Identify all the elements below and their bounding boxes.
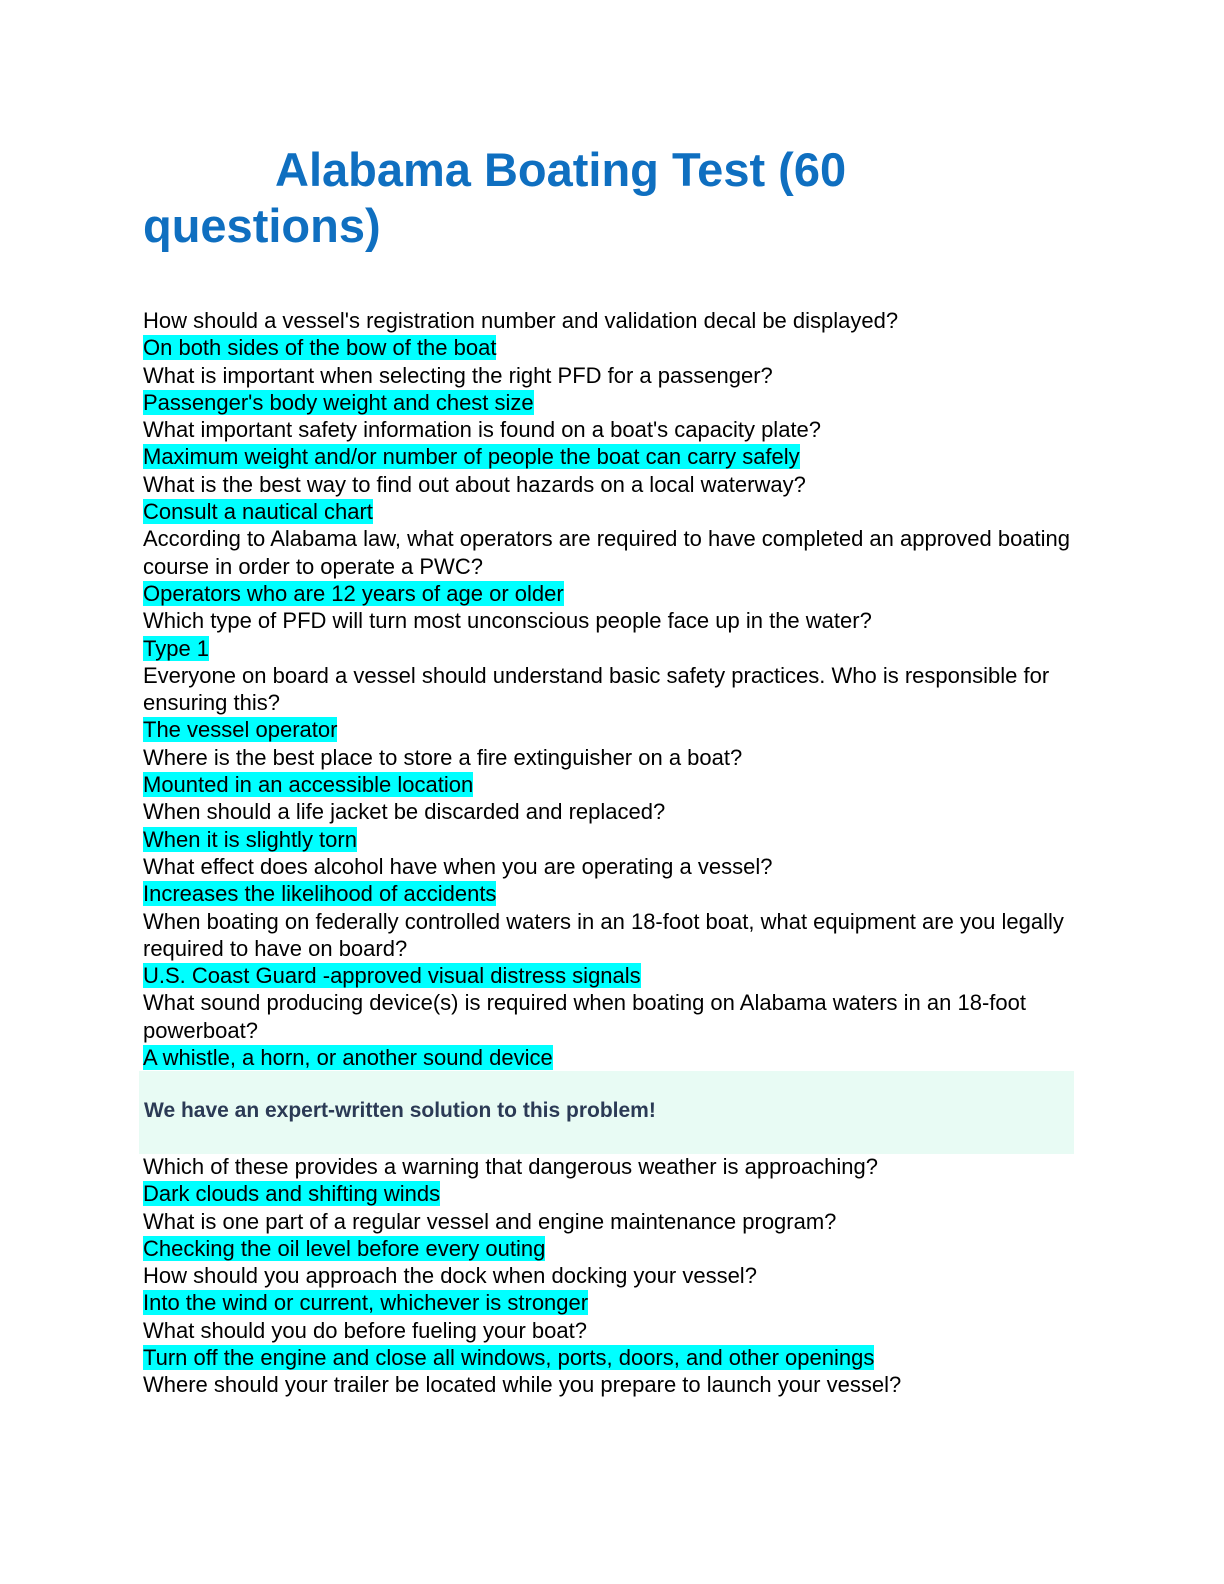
question-text: What is one part of a regular vessel and engine maintenance program? <box>143 1208 837 1234</box>
question-text: What is the best way to find out about hazards on a local waterway? <box>143 471 806 497</box>
question-text: Everyone on board a vessel should understand basic safety practices. Who is responsible for ensuring this? <box>143 662 1050 716</box>
answer-highlight: A whistle, a horn, or another sound device <box>143 1045 553 1071</box>
answer-highlight: Into the wind or current, whichever is stronger <box>143 1290 589 1316</box>
qa-list-2 <box>143 1153 1078 1399</box>
answer-highlight: U.S. Coast Guard -approved visual distress signals <box>143 963 641 989</box>
question-text: Which type of PFD will turn most unconscious people face up in the water? <box>143 608 872 634</box>
answer-text <box>143 635 1078 662</box>
answer-text <box>143 1344 1078 1371</box>
answer-text <box>143 962 1078 989</box>
qa-item <box>143 989 1078 1071</box>
qa-item <box>143 307 1078 362</box>
question-text: What effect does alcohol have when you are operating a vessel? <box>143 853 773 879</box>
qa-item <box>143 607 1078 662</box>
answer-text <box>143 443 1078 470</box>
answer-text <box>143 389 1078 416</box>
answer-highlight: Type 1 <box>143 635 210 661</box>
qa-item <box>143 1262 1078 1317</box>
qa-item <box>143 798 1078 853</box>
answer-highlight: Passenger's body weight and chest size <box>143 389 534 415</box>
question-text: When boating on federally controlled waters in an 18-foot boat, what equipment are you legally required to have on board? <box>143 908 1064 961</box>
answer-text <box>143 1235 1078 1262</box>
qa-item <box>143 416 1078 471</box>
answer-text <box>143 771 1078 798</box>
answer-highlight: On both sides of the bow of the boat <box>143 335 497 361</box>
answer-highlight: The vessel operator <box>143 717 338 743</box>
answer-text <box>143 334 1078 361</box>
question-text: Where should your trailer be located while you prepare to launch your vessel? <box>143 1372 902 1398</box>
question-text: What should you do before fueling your boat? <box>143 1317 587 1343</box>
answer-text <box>143 716 1078 743</box>
answer-highlight: Consult a nautical chart <box>143 499 373 525</box>
answer-text <box>143 1044 1078 1071</box>
question-text: What important safety information is found on a boat's capacity plate? <box>143 417 822 443</box>
answer-highlight: Operators who are 12 years of age or older <box>143 580 564 606</box>
answer-text <box>143 498 1078 525</box>
qa-item <box>143 1153 1078 1208</box>
qa-item <box>143 471 1078 526</box>
answer-highlight: Checking the oil level before every outing <box>143 1235 546 1261</box>
answer-highlight: Dark clouds and shifting winds <box>143 1181 441 1207</box>
qa-item <box>143 1317 1078 1372</box>
answer-text <box>143 1180 1078 1207</box>
question-text: Which of these provides a warning that dangerous weather is approaching? <box>143 1154 879 1179</box>
question-text: What sound producing device(s) is required when boating on Alabama waters in an 18-foot powerboat? <box>143 990 1026 1043</box>
answer-text <box>143 826 1078 853</box>
answer-highlight: Mounted in an accessible location <box>143 772 474 798</box>
expert-solution-banner[interactable] <box>139 1071 1074 1154</box>
answer-highlight: Maximum weight and/or number of people the boat can carry safely <box>143 444 800 470</box>
answer-text <box>143 880 1078 907</box>
answer-highlight: Turn off the engine and close all windows, ports, doors, and other openings <box>143 1345 875 1371</box>
qa-list-1 <box>143 307 1078 1071</box>
qa-item <box>143 853 1078 908</box>
qa-item <box>143 908 1078 990</box>
question-text: How should a vessel's registration number and validation decal be displayed? <box>143 308 899 333</box>
expert-solution-text[interactable]: We have an expert-written solution to this problem! <box>144 1099 656 1122</box>
document-title: Alabama Boating Test (60 questions) <box>143 143 847 252</box>
qa-item <box>143 525 1078 607</box>
answer-text <box>143 580 1078 607</box>
qa-item <box>143 744 1078 799</box>
qa-item <box>143 1208 1078 1263</box>
answer-highlight: Increases the likelihood of accidents <box>143 881 497 907</box>
answer-highlight: When it is slightly torn <box>143 826 357 852</box>
question-text: How should you approach the dock when docking your vessel? <box>143 1263 757 1289</box>
qa-item <box>143 662 1078 744</box>
qa-item <box>143 1371 1078 1398</box>
question-text: Where is the best place to store a fire extinguisher on a boat? <box>143 744 743 770</box>
question-text: According to Alabama law, what operators are required to have completed an approved boating course in order to operate a PWC? <box>143 526 1071 579</box>
question-text: What is important when selecting the right PFD for a passenger? <box>143 362 773 388</box>
qa-item <box>143 362 1078 417</box>
answer-text <box>143 1289 1078 1316</box>
question-text: When should a life jacket be discarded and replaced? <box>143 799 666 825</box>
